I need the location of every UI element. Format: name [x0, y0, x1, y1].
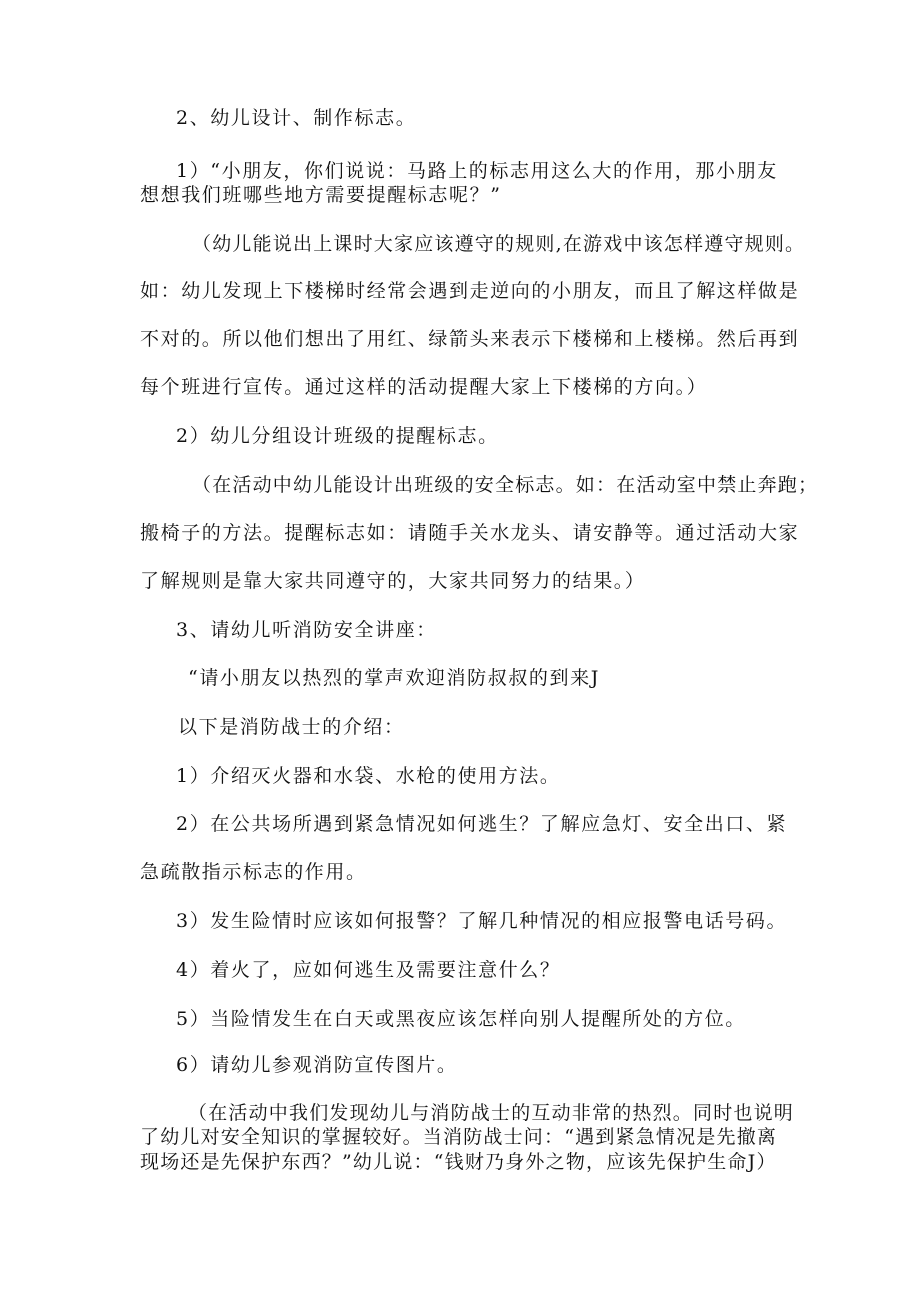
list-item-2-line-2: 急疏散指示标志的作用。	[140, 861, 367, 883]
paragraph-3-line-1: （在活动中幼儿能设计出班级的安全标志。如：在活动室中禁止奔跑；	[192, 474, 819, 496]
paragraph-3-line-2: 搬椅子的方法。提醒标志如：请随手关水龙头、请安静等。通过活动大家	[140, 522, 800, 544]
paragraph-2-line-4: 每个班进行宣传。通过这样的活动提醒大家上下楼梯的方向。）	[140, 376, 708, 398]
paragraph-1-line-1: 1）“小朋友，你们说说：马路上的标志用这么大的作用，那小朋友	[176, 160, 778, 182]
paragraph-4-line-3: 现场还是先保护东西？”幼儿说：“钱财乃身外之物，应该先保护生命J）	[140, 1151, 777, 1173]
introduction-label: 以下是消防战士的介绍：	[178, 716, 405, 738]
paragraph-2-line-1: （幼儿能说出上课时大家应该遵守的规则,在游戏中该怎样遵守规则。	[192, 233, 806, 255]
heading-3-fire-safety-lecture: 3、请幼儿听消防安全讲座：	[176, 619, 437, 641]
list-item-5: 5）当险情发生在白天或黑夜应该怎样向别人提醒所处的方位。	[176, 1008, 746, 1030]
paragraph-4-line-1: （在活动中我们发现幼儿与消防战士的互动非常的热烈。同时也说明	[188, 1102, 795, 1124]
paragraph-2-line-3: 不对的。所以他们想出了用红、绿箭头来表示下楼梯和上楼梯。然后再到	[140, 328, 800, 350]
item-2-group-design: 2）幼儿分组设计班级的提醒标志。	[176, 425, 499, 447]
list-item-3: 3）发生险情时应该如何报警？了解几种情况的相应报警电话号码。	[176, 910, 788, 932]
paragraph-3-line-3: 了解规则是靠大家共同遵守的，大家共同努力的结果。）	[140, 570, 646, 592]
list-item-4: 4）着火了，应如何逃生及需要注意什么？	[176, 959, 561, 981]
paragraph-1-line-2: 想想我们班哪些地方需要提醒标志呢？”	[140, 184, 502, 206]
paragraph-2-line-2: 如：幼儿发现上下楼梯时经常会遇到走逆向的小朋友，而且了解这样做是	[140, 280, 800, 302]
welcome-quote: “请小朋友以热烈的掌声欢迎消防叔叔的到来J	[188, 667, 600, 689]
paragraph-4-line-2: 了幼儿对安全知识的掌握较好。当消防战士问：“遇到紧急情况是先撤离	[140, 1126, 778, 1148]
list-item-2-line-1: 2）在公共场所遇到紧急情况如何逃生？了解应急灯、安全出口、紧	[176, 813, 788, 835]
list-item-1: 1）介绍灭火器和水袋、水枪的使用方法。	[176, 765, 561, 787]
list-item-6: 6）请幼儿参观消防宣传图片。	[176, 1054, 458, 1076]
heading-2-design-signs: 2、幼儿设计、制作标志。	[176, 107, 417, 129]
